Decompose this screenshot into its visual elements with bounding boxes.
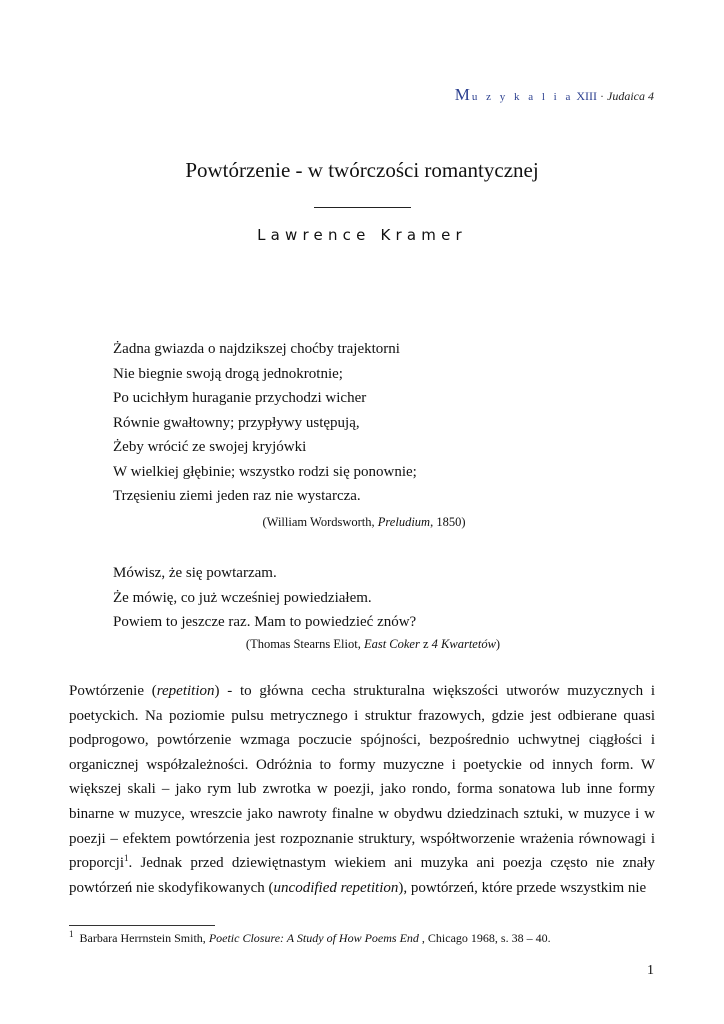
epigraph-attribution-eliot <box>0 637 724 652</box>
body-paragraph <box>69 679 655 900</box>
footnote-author: Barbara Herrnstein Smith, <box>79 931 209 945</box>
magazine-name <box>454 85 574 104</box>
attribution-work: Preludium <box>377 515 431 529</box>
english-term: repetition <box>156 683 215 699</box>
series-name: Judaica 4 <box>607 89 654 103</box>
epigraph-wordsworth <box>113 337 417 509</box>
attribution-text: (Thomas Stearns Eliot, <box>245 637 364 651</box>
poem-line: Żadna gwiazda o najdzikszej choćby trajektorni <box>113 341 400 357</box>
attribution-text: ) <box>495 637 501 651</box>
poem-line: Trzęsieniu ziemi jeden raz nie wystarcza. <box>113 488 361 504</box>
attribution-work: East Coker <box>363 637 420 651</box>
footnote-number: 1 <box>69 929 74 939</box>
epigraph-attribution-wordsworth <box>0 515 724 530</box>
poem-line: W wielkiej głębinie; wszystko rodzi się ponownie; <box>113 463 417 480</box>
article-title: Powtórzenie - w twórczości romantycznej <box>185 158 539 182</box>
issue-number: XIII <box>576 89 597 103</box>
epigraph-eliot <box>113 561 416 635</box>
footnote <box>69 931 551 946</box>
running-head-separator: · <box>600 89 604 103</box>
footnote-reference[interactable]: 1 <box>123 853 129 864</box>
poem-line: Żeby wrócić ze swojej kryjówki <box>113 439 307 455</box>
title-divider <box>314 207 411 208</box>
poem-line: Że mówię, co już wcześniej powiedziałem. <box>113 589 372 606</box>
body-text: Powtórzenie ( <box>69 683 157 699</box>
poem-line: Równie gwałtowny; przypływy ustępują, <box>113 414 360 431</box>
attribution-text: z <box>419 637 432 651</box>
body-text: ) - to główna cecha strukturalna większości utworów muzycznych i poetyckich. Na poziomie pulsu metrycznego i struktur frazowych, gdzie jest odbierane quasi podprogowo, powtórzenie wzmaga poczucie spójności, bezpośrednio uchwytnej ciągłości i organicznej współzależności. Odróżnia to formy muzyczne i poetyckie od innych form. W większej skali – jako rym lub zwrotka w poezji, jako rondo, forma sonatowa lub inne formy binarne w muzyce, wreszcie jako nawroty finalne w obydwu dziedzinach sztuki, w muzyce i w poezji – efektem powtórzenia jest rozpoznanie struktury, współtworzenie wrażenia równowagi i proporcji <box>69 683 655 872</box>
poem-line: Po ucichłym huraganie przychodzi wicher <box>113 390 367 406</box>
footnote-work: Poetic Closure: A Study of How Poems End <box>208 931 419 945</box>
attribution-text: , 1850) <box>430 515 466 529</box>
poem-line: Mówisz, że się powtarzam. <box>113 565 277 581</box>
footnote-divider <box>69 925 215 926</box>
attribution-work: 4 Kwartetów <box>431 637 496 651</box>
magazine-name-rest: u z y k a l i a <box>471 91 574 103</box>
english-term: uncodified repetition <box>273 879 399 896</box>
body-text: . Jednak przed dziewiętnastym wiekiem ani muzyka ani poezja często nie znały powtórzeń nie skodyfikowanych ( <box>69 855 655 896</box>
running-head <box>455 85 654 105</box>
footnote-details: , Chicago 1968, s. 38 – 40. <box>418 931 551 945</box>
body-text: ), powtórzeń, które przede wszystkim nie <box>398 879 647 896</box>
poem-line: Powiem to jeszcze raz. Mam to powiedzieć znów? <box>113 614 417 630</box>
magazine-initial: M <box>454 85 472 104</box>
page-number: 1 <box>647 963 654 978</box>
article-author: Lawrence Kramer <box>257 226 467 244</box>
attribution-text: (William Wordsworth, <box>262 515 378 529</box>
poem-line: Nie biegnie swoją drogą jednokrotnie; <box>113 365 343 382</box>
